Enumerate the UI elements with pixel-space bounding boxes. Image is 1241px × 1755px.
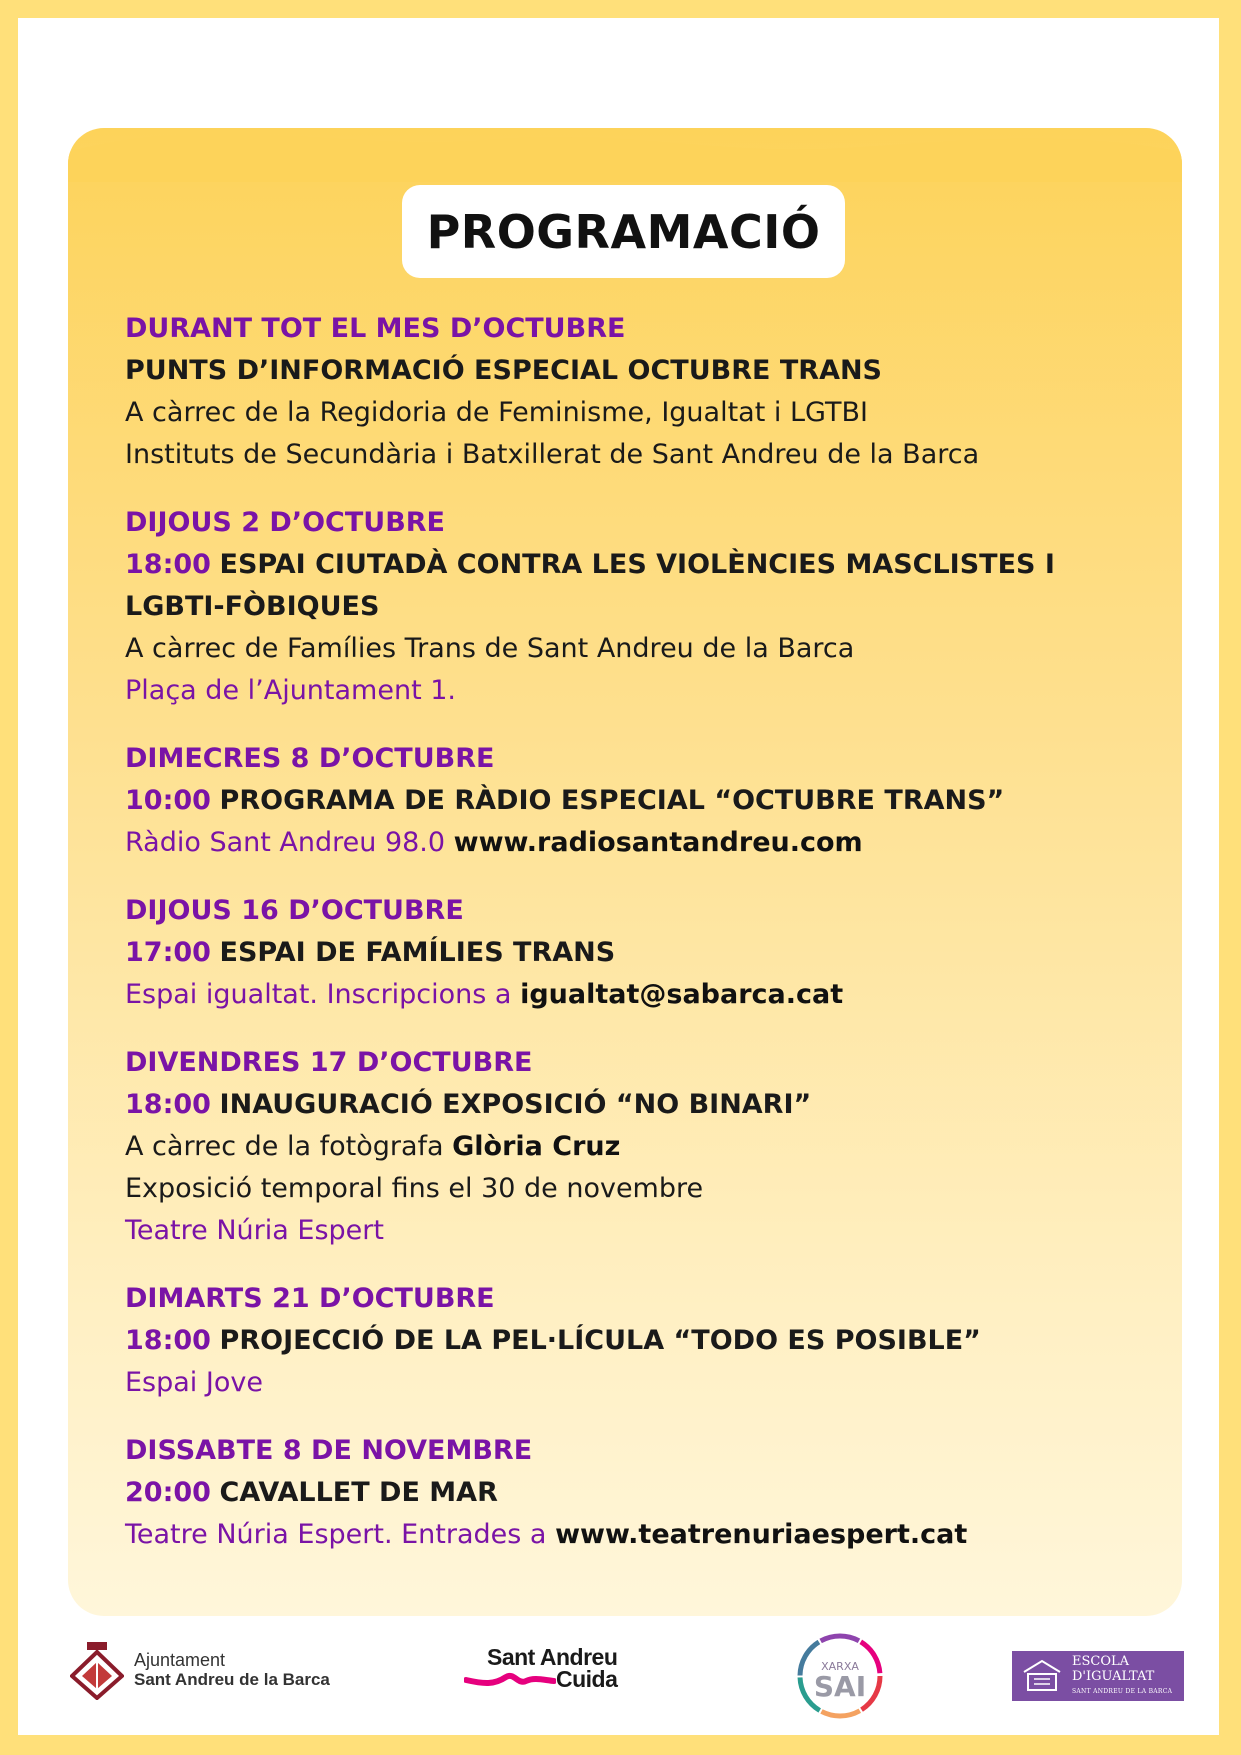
escola-line2: D'IGUALTAT xyxy=(1072,1668,1155,1684)
event-location: Plaça de l’Ajuntament 1. xyxy=(125,675,457,706)
event-item xyxy=(125,1278,1155,1404)
footer-logos xyxy=(0,1630,1241,1720)
sant-andreu-cuida-logo xyxy=(464,1646,617,1690)
event-heading xyxy=(125,1084,1155,1126)
event-location-line xyxy=(125,822,1155,864)
program-card xyxy=(68,128,1182,1616)
event-location: Espai Jove xyxy=(125,1367,263,1398)
escola-igualtat-logo xyxy=(1012,1651,1184,1701)
event-item xyxy=(125,1042,1155,1252)
event-time: 18:00 xyxy=(125,1325,211,1356)
event-detail: A càrrec de Famílies Trans de Sant Andreu de la Barca xyxy=(125,633,855,664)
photographer-name: Glòria Cruz xyxy=(452,1131,621,1162)
event-date: DURANT TOT EL MES D’OCTUBRE xyxy=(125,313,626,344)
event-item xyxy=(125,308,1155,476)
event-title: ESPAI DE FAMÍLIES TRANS xyxy=(219,937,616,968)
event-title: INAUGURACIÓ EXPOSICIÓ “NO BINARI” xyxy=(219,1089,812,1120)
escola-line1: ESCOLA xyxy=(1072,1653,1130,1669)
event-location: Espai igualtat. Inscripcions a xyxy=(125,979,512,1010)
event-detail xyxy=(125,1126,1155,1168)
event-item xyxy=(125,502,1155,712)
event-title: PROGRAMA DE RÀDIO ESPECIAL “OCTUBRE TRANS” xyxy=(219,785,1005,816)
sai-ring-icon xyxy=(794,1630,886,1722)
escola-box xyxy=(1012,1651,1184,1701)
cuida-line2: Cuida xyxy=(556,1666,618,1692)
event-location: Teatre Núria Espert xyxy=(125,1215,384,1246)
event-location-line xyxy=(125,1514,1155,1556)
event-item xyxy=(125,1430,1155,1556)
event-item xyxy=(125,890,1155,1016)
event-title: ESPAI CIUTADÀ CONTRA LES VIOLÈNCIES MASCLISTES I LGBTI-FÒBIQUES xyxy=(125,549,1055,622)
event-date: DIJOUS 2 D’OCTUBRE xyxy=(125,507,446,538)
event-location-line xyxy=(125,974,1155,1016)
building-icon xyxy=(1020,1656,1064,1696)
title-box xyxy=(402,185,845,278)
xarxa-sai-logo xyxy=(794,1630,886,1722)
sai-main-text: SAI xyxy=(813,1670,867,1703)
event-title: CAVALLET DE MAR xyxy=(219,1477,498,1508)
event-heading xyxy=(125,544,1105,628)
event-location: Ràdio Sant Andreu 98.0 xyxy=(125,827,446,858)
event-heading xyxy=(125,1472,1155,1514)
event-heading xyxy=(125,780,1155,822)
event-detail: Instituts de Secundària i Batxillerat de Sant Andreu de la Barca xyxy=(125,439,980,470)
event-date: DIMECRES 8 D’OCTUBRE xyxy=(125,743,495,774)
event-detail: Exposició temporal fins el 30 de novembre xyxy=(125,1173,704,1204)
event-time: 20:00 xyxy=(125,1477,211,1508)
event-link[interactable]: www.radiosantandreu.com xyxy=(453,827,863,858)
event-date: DIVENDRES 17 D’OCTUBRE xyxy=(125,1047,533,1078)
event-time: 18:00 xyxy=(125,1089,211,1120)
ajuntament-line1: Ajuntament xyxy=(134,1650,226,1670)
wave-mark-icon xyxy=(464,1671,556,1687)
event-detail: A càrrec de la Regidoria de Feminisme, Igualtat i LGTBI xyxy=(125,397,868,428)
page-title: PROGRAMACIÓ xyxy=(426,204,821,259)
coat-of-arms-icon xyxy=(70,1640,124,1700)
event-email-link[interactable]: igualtat@sabarca.cat xyxy=(520,979,844,1010)
ajuntament-logo xyxy=(70,1640,330,1700)
event-title: PUNTS D’INFORMACIÓ ESPECIAL OCTUBRE TRANS xyxy=(125,355,883,386)
event-heading xyxy=(125,932,1155,974)
event-date: DIMARTS 21 D’OCTUBRE xyxy=(125,1283,495,1314)
sai-top-text: XARXA xyxy=(821,1660,859,1673)
event-item xyxy=(125,738,1155,864)
ajuntament-line2: Sant Andreu de la Barca xyxy=(134,1670,330,1689)
event-link[interactable]: www.teatrenuriaespert.cat xyxy=(555,1519,968,1550)
events-list xyxy=(125,308,1155,1582)
event-title: PROJECCIÓ DE LA PEL·LÍCULA “TODO ES POSIBLE” xyxy=(219,1325,981,1356)
cuida-line1: Sant Andreu xyxy=(487,1644,618,1670)
event-location: Teatre Núria Espert. Entrades a xyxy=(125,1519,547,1550)
event-heading xyxy=(125,1320,1155,1362)
event-date: DIJOUS 16 D’OCTUBRE xyxy=(125,895,464,926)
event-time: 10:00 xyxy=(125,785,211,816)
event-detail-text: A càrrec de la fotògrafa xyxy=(125,1131,444,1162)
event-time: 18:00 xyxy=(125,549,211,580)
escola-line3: SANT ANDREU DE LA BARCA xyxy=(1072,1687,1173,1695)
event-time: 17:00 xyxy=(125,937,211,968)
wave-decoration xyxy=(68,128,1182,182)
event-date: DISSABTE 8 DE NOVEMBRE xyxy=(125,1435,533,1466)
